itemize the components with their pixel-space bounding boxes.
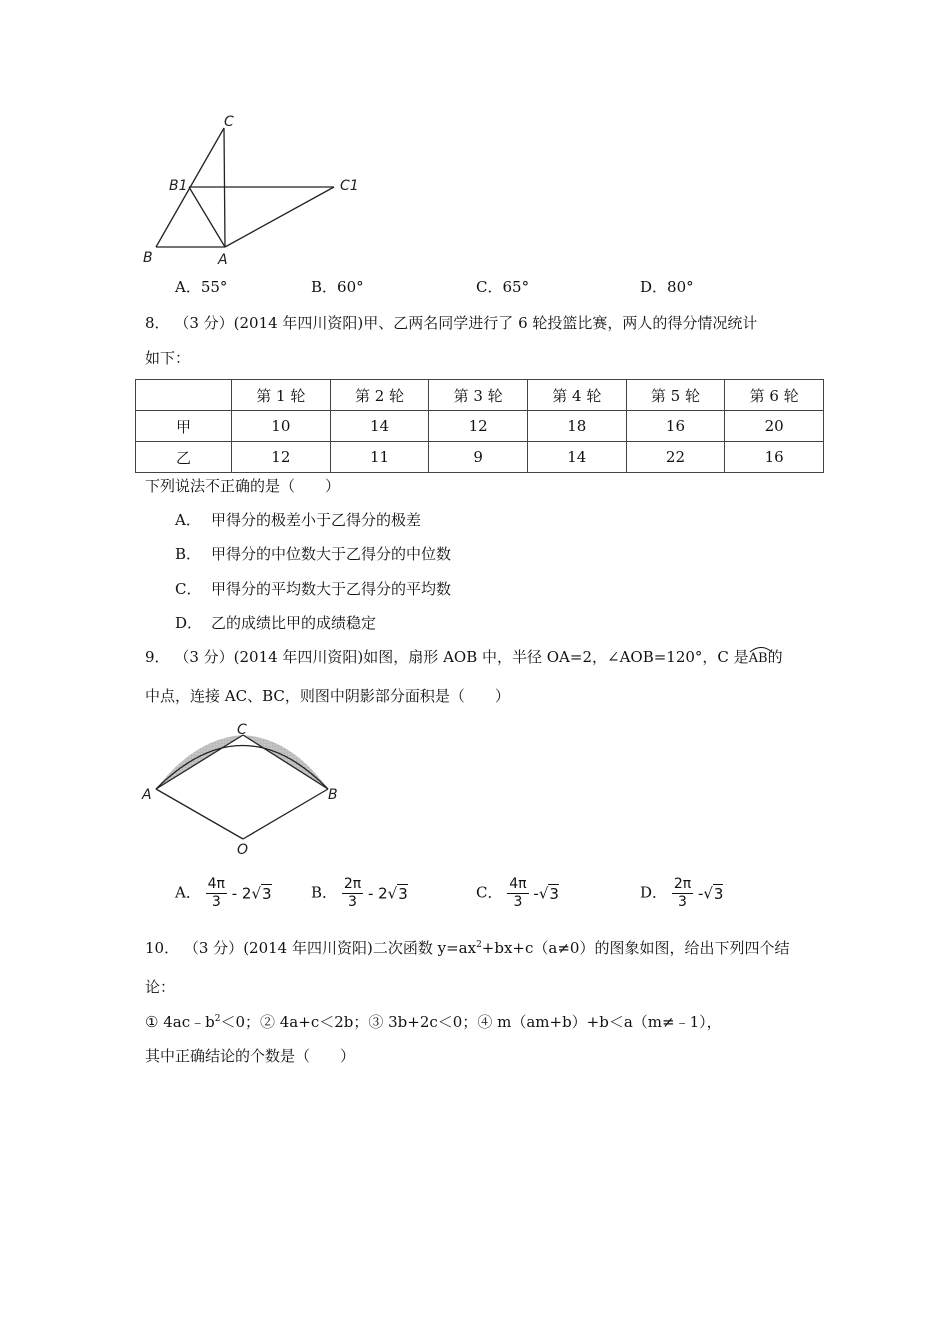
q8-stem: 8． （3 分）(2014 年四川资阳)甲、乙两名同学进行了 6 轮投篮比赛，两人的得分情况统计 bbox=[145, 314, 758, 332]
q9-option-b: B． $\frac{2\pi}{3}$ - 2√3 bbox=[311, 876, 408, 910]
table-cell: 18 bbox=[527, 411, 626, 442]
table-header: 第 1 轮 bbox=[232, 380, 331, 411]
table-cell: 9 bbox=[429, 442, 528, 473]
seg-OB bbox=[243, 789, 328, 839]
table-cell: 22 bbox=[626, 442, 725, 473]
table-header-row bbox=[136, 380, 824, 411]
table-cell: 16 bbox=[725, 442, 824, 473]
seg-AC1 bbox=[225, 187, 334, 247]
q9-stem: 9． （3 分）(2014 年四川资阳)如图，扇形 AOB 中，半径 OA=2，∠AOB=120°，C 是 AB的 bbox=[145, 645, 783, 667]
label-B: B bbox=[328, 787, 338, 803]
q9-option-a: A． $\frac{4\pi}{3}$ - 2√3 bbox=[175, 876, 272, 910]
label-A: A bbox=[142, 787, 152, 803]
label-C1: C1 bbox=[340, 178, 359, 194]
seg-AC bbox=[156, 735, 243, 789]
q10-stem-line2: 论： bbox=[145, 978, 176, 996]
arc-AB bbox=[156, 746, 328, 790]
row-label-yi: 乙 bbox=[136, 442, 232, 473]
seg-B1A bbox=[189, 187, 225, 247]
table-header: 第 2 轮 bbox=[330, 380, 429, 411]
label-A: A bbox=[218, 252, 228, 268]
row-label-jia: 甲 bbox=[136, 411, 232, 442]
q8-option-b: B． 甲得分的中位数大于乙得分的中位数 bbox=[175, 545, 452, 563]
q10-conclusions: ① $4ac﹣b^2<0$；② 4a+c＜2b；③ 3b+2c＜0；④ m（am+b）+b＜a（m≠﹣1）， bbox=[145, 1013, 722, 1031]
q8-score-table bbox=[135, 379, 824, 473]
q9-option-d: D． $\frac{2\pi}{3}$ -√3 bbox=[640, 876, 724, 910]
table-header: 第 6 轮 bbox=[725, 380, 824, 411]
table-cell: 14 bbox=[330, 411, 429, 442]
table-cell: 12 bbox=[232, 442, 331, 473]
label-B: B bbox=[143, 250, 153, 266]
q8-stem-line2: 如下： bbox=[145, 349, 191, 367]
q7-option-b: B．60° bbox=[311, 278, 364, 296]
label-B1: B1 bbox=[169, 178, 188, 194]
table-cell: 10 bbox=[232, 411, 331, 442]
table-row bbox=[136, 442, 824, 473]
seg-CB bbox=[243, 735, 328, 789]
table-cell: 14 bbox=[527, 442, 626, 473]
label-C: C bbox=[224, 114, 234, 130]
label-O: O bbox=[237, 842, 249, 858]
table-header: 第 5 轮 bbox=[626, 380, 725, 411]
q9-stem-line2: 中点，连接 AC、BC，则图中阴影部分面积是（ ） bbox=[145, 687, 510, 705]
q7-option-c: C．65° bbox=[476, 278, 530, 296]
table-row bbox=[136, 411, 824, 442]
label-C: C bbox=[237, 722, 247, 738]
table-cell: 11 bbox=[330, 442, 429, 473]
table-cell: 16 bbox=[626, 411, 725, 442]
q8-question: 下列说法不正确的是（ ） bbox=[145, 477, 341, 495]
table-header: 第 3 轮 bbox=[429, 380, 528, 411]
q10-stem: 10． （3 分）(2014 年四川资阳)二次函数 $y=ax^2+bx+c(a\ne 0)$的图象如图，给出下列四个结 bbox=[145, 939, 790, 957]
q9-option-c: C． $\frac{4\pi}{3}$ -√3 bbox=[476, 876, 559, 910]
q7-option-d: D．80° bbox=[640, 278, 694, 296]
q7-figure bbox=[138, 108, 368, 268]
table-corner bbox=[136, 380, 232, 411]
q8-option-a: A． 甲得分的极差小于乙得分的极差 bbox=[175, 511, 422, 529]
table-cell: 20 bbox=[725, 411, 824, 442]
seg-AO bbox=[156, 789, 243, 839]
q9-figure bbox=[138, 720, 348, 860]
arc-ab-symbol: AB bbox=[749, 645, 768, 666]
q10-question: 其中正确结论的个数是（ ） bbox=[145, 1047, 356, 1065]
table-header: 第 4 轮 bbox=[527, 380, 626, 411]
q8-option-d: D． 乙的成绩比甲的成绩稳定 bbox=[175, 614, 377, 632]
q8-option-c: C． 甲得分的平均数大于乙得分的平均数 bbox=[175, 580, 452, 598]
q7-option-a: A．55° bbox=[175, 278, 228, 296]
table-cell: 12 bbox=[429, 411, 528, 442]
